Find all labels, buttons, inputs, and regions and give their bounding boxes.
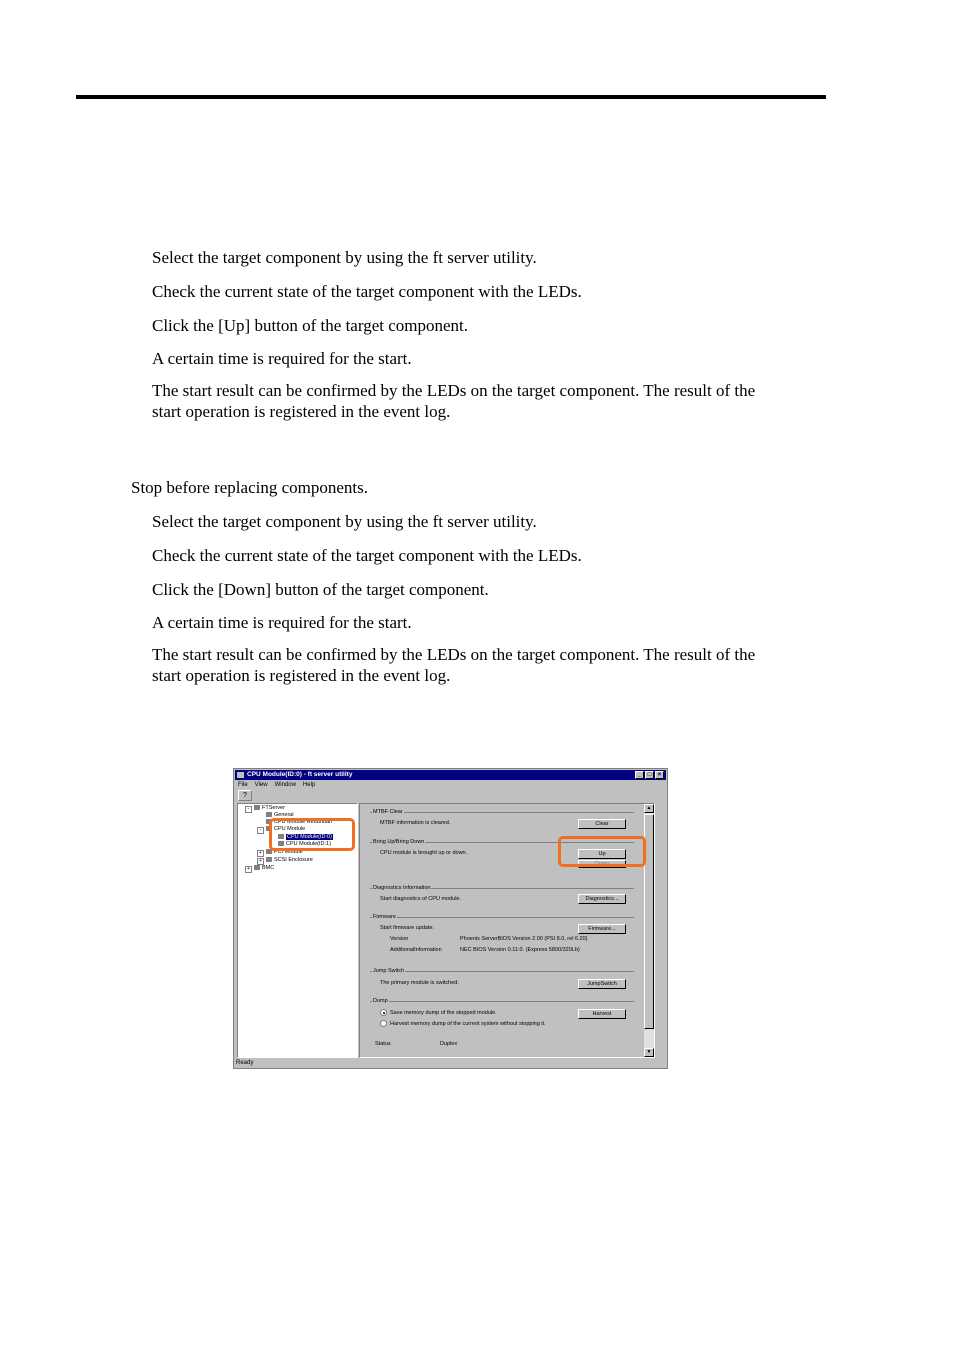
down-step-2: Check the current state of the target component with the LEDs. (152, 546, 582, 565)
down-intro: Stop before replacing components. (131, 478, 368, 497)
group-firmware: Firmware Start firmware update. Firmware... Version Phoenix ServerBIOS Version 2.00 (PSI 8.0, rel 6.20) AdditionalInformation NEC BIOS Version 0.11:0. (Express 5800/320Lb) (370, 917, 634, 968)
group-mtbf: MTBF Clear MTBF information is cleared. Clear (370, 812, 634, 837)
expand-icon[interactable]: + (257, 850, 264, 857)
tree-node-cpu-module-1[interactable]: CPU Module(ID:1) (278, 841, 331, 848)
down-button[interactable]: Down (578, 860, 626, 868)
app-icon (237, 772, 244, 778)
up-step-4: A certain time is required for the start. (152, 349, 412, 368)
server-icon (254, 805, 260, 810)
scroll-up-icon[interactable]: ▲ (644, 804, 654, 813)
down-step-4: A certain time is required for the start. (152, 613, 412, 632)
up-step-5-cont: start operation is registered in the event log. (152, 402, 451, 421)
firmware-button[interactable]: Firmware... (578, 924, 626, 934)
menu-bar (238, 781, 315, 789)
menu-view[interactable]: View (254, 782, 268, 788)
collapse-icon[interactable]: - (245, 806, 252, 813)
down-step-3: Click the [Down] button of the target component. (152, 580, 489, 599)
up-step-3: Click the [Up] button of the target component. (152, 316, 469, 335)
close-icon[interactable]: × (655, 771, 664, 779)
tree-node-redundancy[interactable]: CPU Module Redundan (266, 819, 332, 826)
menu-help[interactable]: Help (302, 782, 316, 788)
bmc-icon (254, 865, 260, 870)
jumpswitch-button[interactable]: JumpSwitch (578, 979, 626, 989)
group-title: MTBF Clear (373, 809, 403, 815)
tree-node-cpu-module-0[interactable]: CPU Module(ID:0) (278, 834, 333, 841)
minimize-icon[interactable]: _ (635, 771, 644, 779)
scsi-icon (266, 857, 272, 862)
group-dump: Dump Save memory dump of the stopped module. Harvest memory dump of the current system without stopping it. Harvest (370, 1001, 634, 1036)
status-value: Duplex (440, 1041, 458, 1047)
tree-node-bmc[interactable]: + BMC (254, 865, 274, 872)
folder-icon (266, 812, 272, 817)
tree-node-ftserver[interactable]: - FTServer (254, 805, 285, 812)
menu-file[interactable]: File (238, 782, 248, 788)
diagnostics-button[interactable]: Diagnostics... (578, 894, 626, 904)
group-diagnostics: Diagnostics Information Start diagnostics of CPU module. Diagnostics... (370, 888, 634, 913)
window-titlebar (235, 770, 666, 780)
up-button[interactable]: Up (578, 849, 626, 859)
group-bring-up-down: Bring Up/Bring Down CPU module is brought up or down. Up Down (370, 842, 634, 883)
highlight-up-button (558, 836, 646, 867)
window-title: CPU Module(ID:0) - ft server utility (247, 771, 353, 778)
tree-node-scsi-enclosure[interactable]: + SCSI Enclosure (266, 857, 313, 864)
down-step-5-cont: start operation is registered in the event log. (152, 666, 451, 685)
expand-icon[interactable]: + (257, 858, 264, 865)
status-label: Status (375, 1041, 391, 1047)
dump-option-harvest[interactable]: Harvest memory dump of the current system without stopping it. (380, 1020, 546, 1028)
radio-icon (380, 1020, 387, 1027)
up-step-2: Check the current state of the target component with the LEDs. (152, 282, 582, 301)
tree-node-general[interactable]: General (266, 812, 294, 819)
collapse-icon[interactable]: - (257, 827, 264, 834)
status-bar: Ready (236, 1060, 254, 1066)
group-jump-switch: Jump Switch The primary module is switched. JumpSwitch (370, 971, 634, 996)
clear-button[interactable]: Clear (578, 819, 626, 829)
up-step-1: Select the target component by using the ft server utility. (152, 248, 537, 267)
tree-node-cpu-module[interactable]: - CPU Module (266, 826, 305, 833)
help-question-icon[interactable]: ? (238, 790, 252, 801)
tree-node-pci-module[interactable]: + PCI Module (266, 849, 303, 856)
up-step-5: The start result can be confirmed by the LEDs on the target component. The result of the (152, 381, 756, 400)
scroll-down-icon[interactable]: ▼ (644, 1048, 654, 1057)
highlight-tree-selection (269, 818, 355, 851)
menu-window[interactable]: Window (274, 782, 296, 788)
expand-icon[interactable]: + (245, 866, 252, 873)
down-step-1: Select the target component by using the ft server utility. (152, 512, 537, 531)
ft-server-utility-screenshot (233, 768, 668, 1069)
harvest-button[interactable]: Harvest (578, 1009, 626, 1019)
maximize-icon[interactable]: □ (645, 771, 654, 779)
radio-selected-icon (380, 1009, 387, 1016)
dump-option-save[interactable]: Save memory dump of the stopped module. (380, 1009, 497, 1017)
header-rule (76, 95, 826, 99)
down-step-5: The start result can be confirmed by the LEDs on the target component. The result of the (152, 645, 756, 664)
